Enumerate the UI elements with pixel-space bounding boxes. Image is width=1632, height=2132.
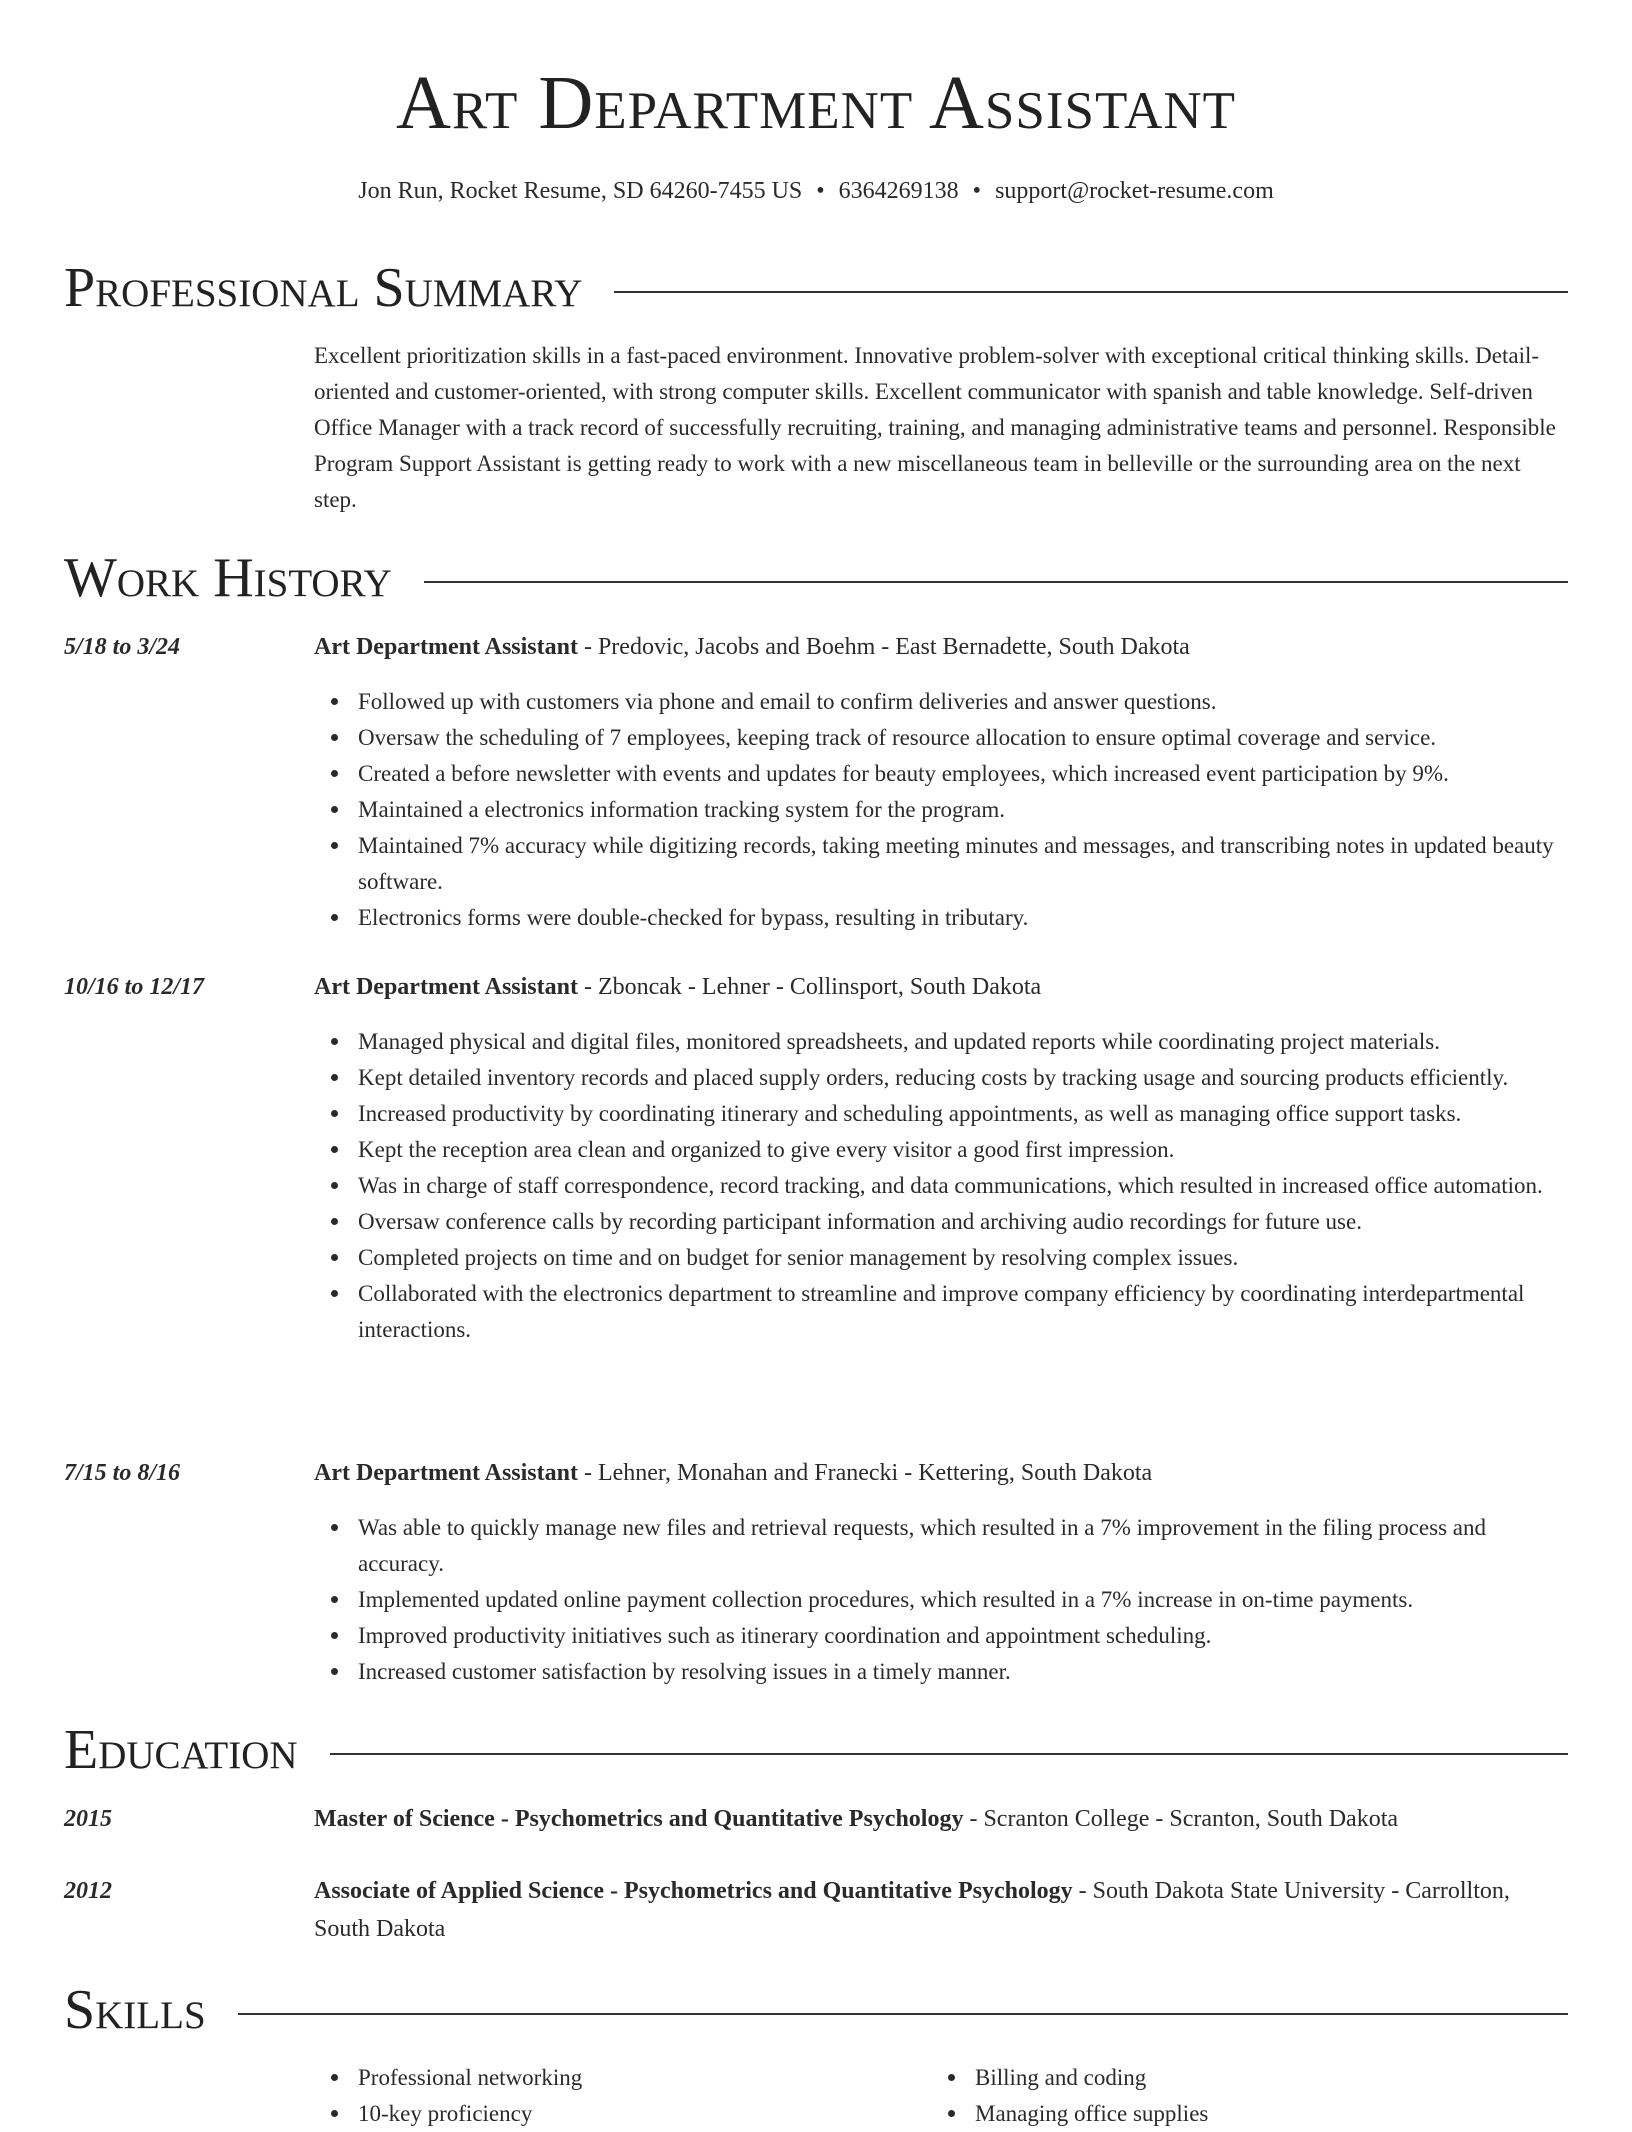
skill-item: Billing and coding [975, 2060, 1548, 2096]
school-location: - Scranton College - Scranton, South Dakota [963, 1806, 1399, 1832]
education-entry [314, 1800, 1568, 1838]
list-item: Maintained 7% accuracy while digitizing records, taking meeting minutes and messages, and transcribing notes in updated beauty software. [358, 828, 1568, 900]
contact-separator: • [816, 178, 825, 204]
degree-title: Master of Science - Psychometrics and Quantitative Psychology [314, 1806, 964, 1832]
education-entry [314, 1872, 1568, 1948]
list-item: Increased customer satisfaction by resolving issues in a timely manner. [358, 1654, 1568, 1690]
job-bullets [314, 1024, 1568, 1348]
list-item: Collaborated with the electronics department to streamline and improve company efficiency by coordinating interdepartmental interactions. [358, 1276, 1568, 1348]
list-item: Kept detailed inventory records and placed supply orders, reducing costs by tracking usage and sourcing products efficiently. [358, 1060, 1568, 1096]
job-heading [314, 628, 1568, 666]
list-item: Electronics forms were double-checked for bypass, resulting in tributary. [358, 900, 1568, 936]
contact-address: Jon Run, Rocket Resume, SD 64260-7455 US [358, 178, 803, 204]
section-divider [614, 291, 1568, 293]
section-title-education: Education [64, 1719, 298, 1781]
list-item: Was in charge of staff correspondence, record tracking, and data communications, which resulted in increased office automation. [358, 1168, 1568, 1204]
job-employer-location: - Lehner, Monahan and Franecki - Kettering, South Dakota [577, 1460, 1153, 1486]
list-item: Maintained a electronics information tracking system for the program. [358, 792, 1568, 828]
list-item: Followed up with customers via phone and email to confirm deliveries and answer questions. [358, 684, 1568, 720]
section-header-skills [64, 1978, 1568, 2042]
section-divider [424, 581, 1568, 583]
skills-columns [314, 2060, 1568, 2132]
skill-item: Professional networking [358, 2060, 931, 2096]
section-divider [330, 1753, 1568, 1755]
contact-separator: • [972, 178, 982, 204]
education-year: 2012 [64, 1878, 112, 1904]
section-title-skills: Skills [64, 1979, 206, 2041]
list-item: Implemented updated online payment collection procedures, which resulted in a 7% increase in on-time payments. [358, 1582, 1568, 1618]
job-title: Art Department Assistant [314, 974, 578, 1000]
contact-phone: 6364269138 [838, 178, 959, 204]
skills-list-right [931, 2060, 1548, 2132]
list-item: Increased productivity by coordinating itinerary and scheduling appointments, as well as managing office support tasks. [358, 1096, 1568, 1132]
list-item: Created a before newsletter with events and updates for beauty employees, which increased event participation by 9%. [358, 756, 1568, 792]
list-item: Improved productivity initiatives such as itinerary coordination and appointment scheduling. [358, 1618, 1568, 1654]
job-bullets [314, 1510, 1568, 1690]
page-title: Art Department Assistant [395, 61, 1237, 145]
section-header-education [64, 1718, 1568, 1782]
job-employer-location: - Zboncak - Lehner - Collinsport, South Dakota [577, 974, 1042, 1000]
job-bullets [314, 684, 1568, 936]
job-title: Art Department Assistant [314, 634, 578, 660]
degree-title: Associate of Applied Science - Psychometrics and Quantitative Psychology [314, 1878, 1073, 1904]
education-year: 2015 [64, 1806, 112, 1832]
contact-line [0, 175, 1632, 207]
section-header-summary [64, 256, 1568, 320]
job-dates: 7/15 to 8/16 [64, 1460, 181, 1486]
school-location: - South Dakota State University - Carrollton, South Dakota [314, 1878, 1510, 1942]
list-item: Managed physical and digital files, monitored spreadsheets, and updated reports while coordinating project materials. [358, 1024, 1568, 1060]
list-item: Completed projects on time and on budget for senior management by resolving complex issues. [358, 1240, 1568, 1276]
list-item: Kept the reception area clean and organized to give every visitor a good first impression. [358, 1132, 1568, 1168]
job-title: Art Department Assistant [314, 1460, 578, 1486]
job-employer-location: - Predovic, Jacobs and Boehm - East Bernadette, South Dakota [577, 634, 1190, 660]
summary-text: Excellent prioritization skills in a fast-paced environment. Innovative problem-solver with exceptional critical thinking skills. Detail-oriented and customer-oriented, with strong computer skills. Excellent communicator with spanish and table knowledge. Self-driven Office Manager with a track record of successfully recruiting, training, and managing administrative teams and personnel. Responsible Program Support Assistant is getting ready to work with a new miscellaneous team in belleville or the surrounding area on the next step. [314, 343, 1556, 512]
skill-item: Managing office supplies [975, 2096, 1548, 2132]
section-title-summary: Professional Summary [64, 257, 583, 319]
section-title-work-history: Work History [64, 547, 392, 609]
skill-item: 10-key proficiency [358, 2096, 931, 2132]
job-dates: 10/16 to 12/17 [64, 974, 205, 1000]
list-item: Oversaw conference calls by recording participant information and archiving audio recordings for future use. [358, 1204, 1568, 1240]
skills-list-left [314, 2060, 931, 2132]
job-dates: 5/18 to 3/24 [64, 634, 181, 660]
contact-email: support@rocket-resume.com [995, 178, 1274, 204]
job-heading [314, 1454, 1568, 1492]
list-item: Oversaw the scheduling of 7 employees, keeping track of resource allocation to ensure optimal coverage and service. [358, 720, 1568, 756]
section-header-work-history [64, 546, 1568, 610]
section-divider [238, 2013, 1568, 2015]
job-heading [314, 968, 1568, 1006]
list-item: Was able to quickly manage new files and retrieval requests, which resulted in a 7% improvement in the filing process and accuracy. [358, 1510, 1568, 1582]
